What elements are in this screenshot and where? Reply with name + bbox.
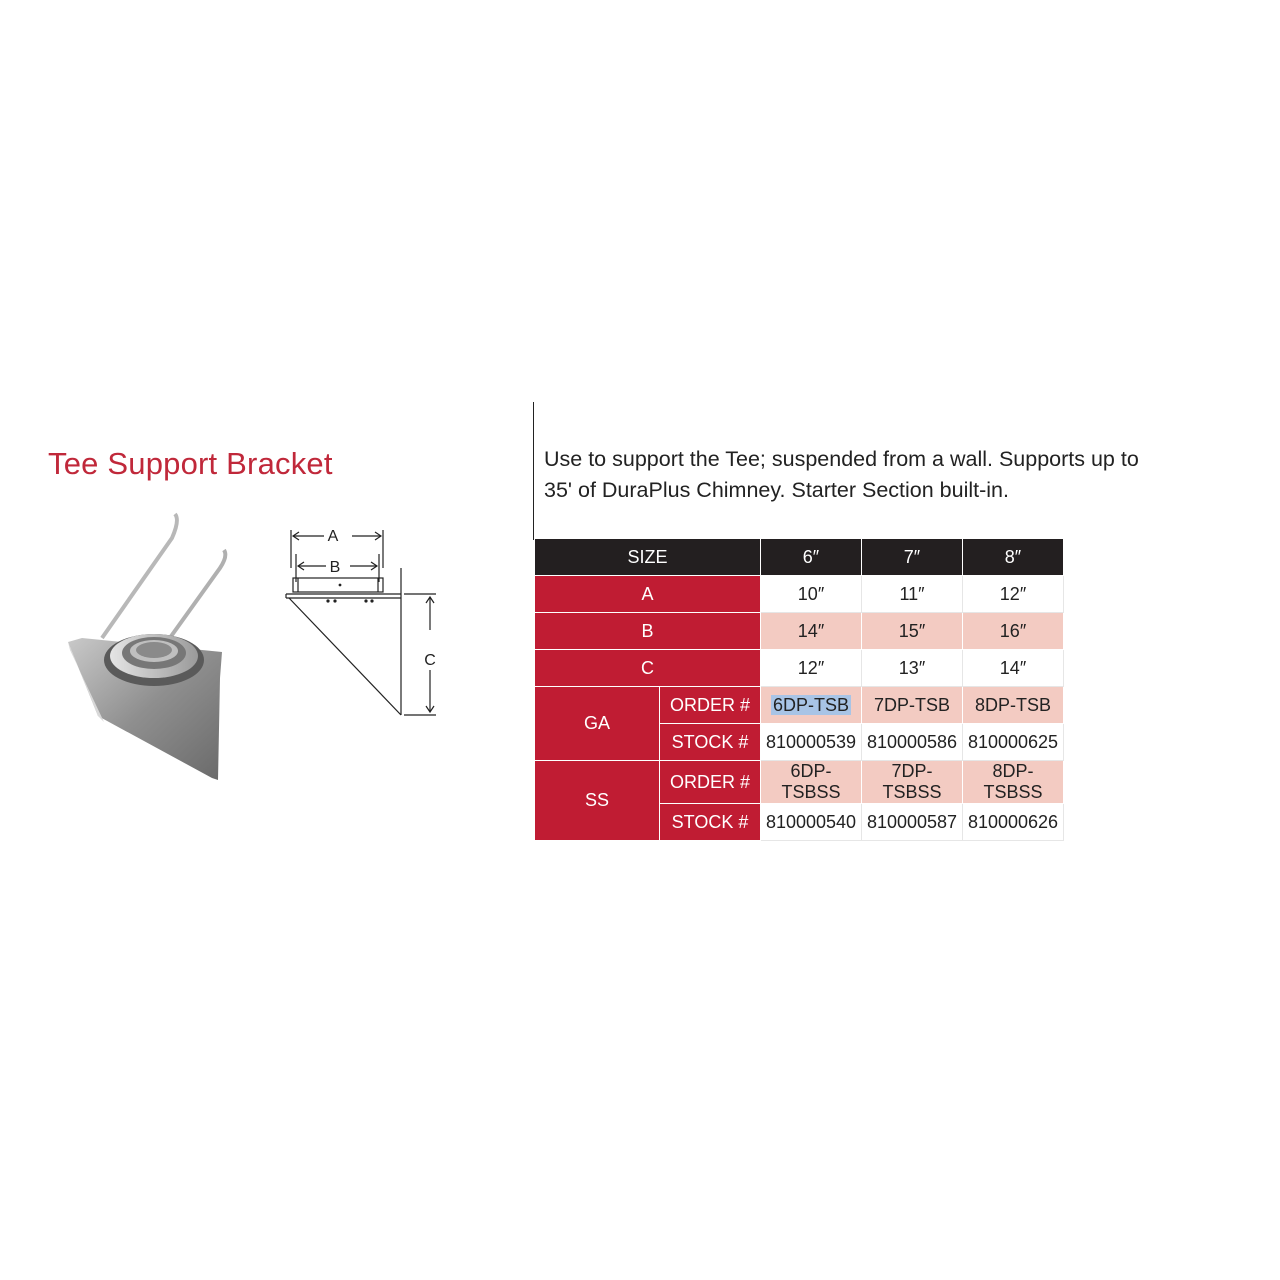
row-label-a: A	[535, 576, 761, 613]
table-cell: 14″	[761, 613, 862, 650]
size-6-header: 6″	[761, 539, 862, 576]
order-number-selected[interactable]: 6DP-TSB	[772, 694, 850, 715]
product-photo	[62, 510, 244, 784]
table-row-b	[535, 613, 1064, 650]
table-cell: 810000587	[862, 804, 963, 841]
table-cell: 810000540	[761, 804, 862, 841]
label-b: B	[329, 559, 341, 576]
table-cell: 10″	[761, 576, 862, 613]
stock-label: STOCK #	[660, 724, 761, 761]
table-cell: 14″	[963, 650, 1064, 687]
table-cell: 810000626	[963, 804, 1064, 841]
table-cell: 6DP-TSBSS	[761, 761, 862, 804]
product-title: Tee Support Bracket	[48, 446, 333, 481]
row-label-b: B	[535, 613, 761, 650]
table-cell: 12″	[963, 576, 1064, 613]
table-cell: 7DP-TSB	[862, 687, 963, 724]
order-label: ORDER #	[660, 687, 761, 724]
table-cell: 7DP-TSBSS	[862, 761, 963, 804]
group-label-ss: SS	[535, 761, 660, 841]
table-cell: 8DP-TSBSS	[963, 761, 1064, 804]
table-cell: 16″	[963, 613, 1064, 650]
table-cell: 8DP-TSB	[963, 687, 1064, 724]
table-cell	[761, 687, 862, 724]
group-label-ga: GA	[535, 687, 660, 761]
table-row-c	[535, 650, 1064, 687]
divider-line	[533, 402, 534, 540]
table-cell: 15″	[862, 613, 963, 650]
size-8-header: 8″	[963, 539, 1064, 576]
table-row-header	[535, 539, 1064, 576]
description-line-1: Use to support the Tee; suspended from a wall. Supports up to	[544, 447, 1139, 471]
table-row-a	[535, 576, 1064, 613]
stock-label: STOCK #	[660, 804, 761, 841]
table-cell: 12″	[761, 650, 862, 687]
label-c: C	[424, 652, 436, 669]
table-cell: 810000586	[862, 724, 963, 761]
table-cell: 810000625	[963, 724, 1064, 761]
table-cell: 810000539	[761, 724, 862, 761]
dimension-drawing	[280, 520, 450, 720]
table-cell: 11″	[862, 576, 963, 613]
table-cell: 13″	[862, 650, 963, 687]
table-row-ga-order	[535, 687, 1064, 724]
table-row-ss-order	[535, 761, 1064, 804]
order-label: ORDER #	[660, 761, 761, 804]
product-description	[544, 444, 1244, 506]
size-header: SIZE	[535, 539, 761, 576]
spec-table	[534, 538, 1064, 841]
description-line-2: 35' of DuraPlus Chimney. Starter Section built-in.	[544, 478, 1009, 502]
label-a: A	[327, 528, 339, 545]
row-label-c: C	[535, 650, 761, 687]
size-7-header: 7″	[862, 539, 963, 576]
